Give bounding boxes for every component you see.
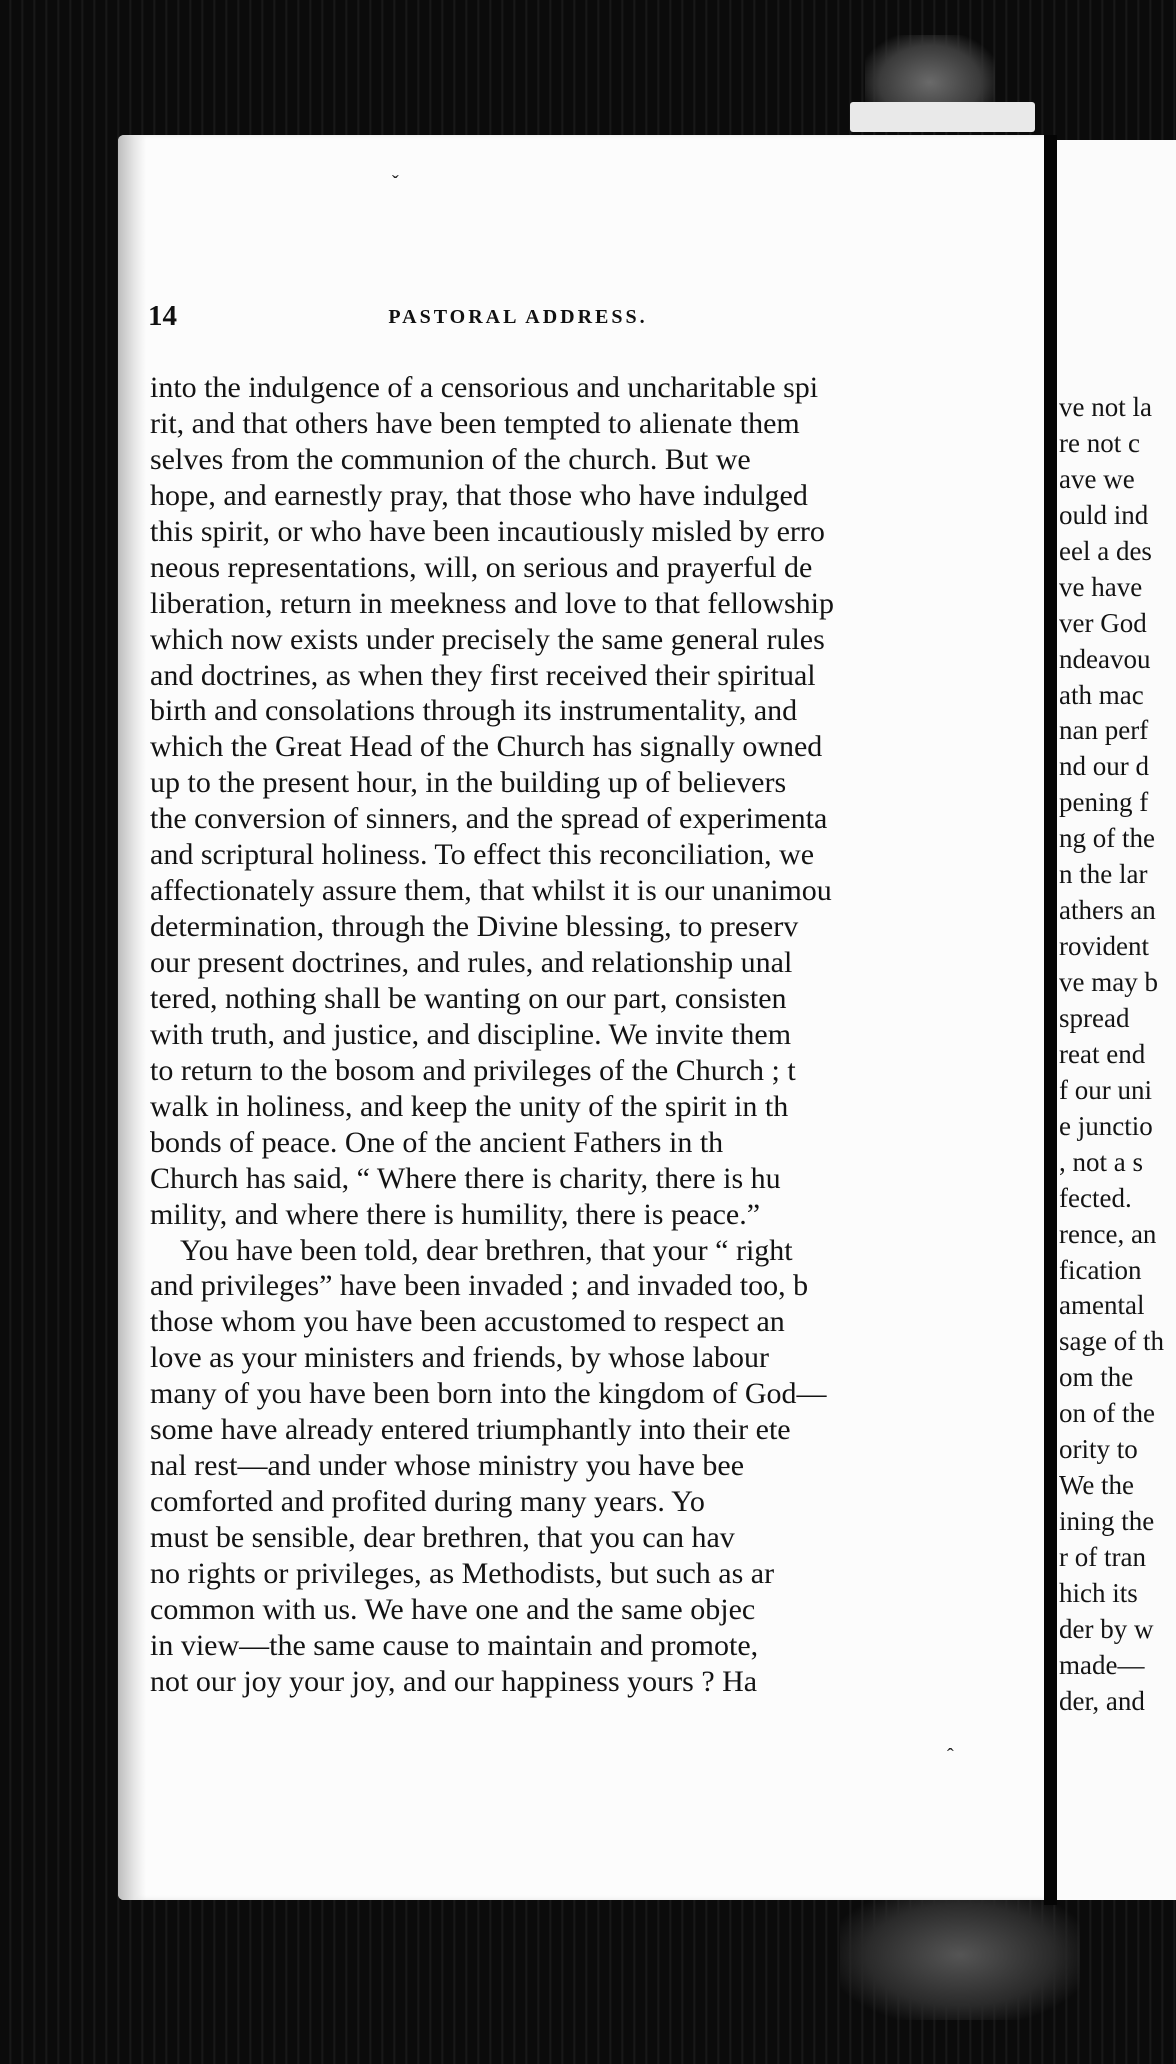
page-edge-shadow <box>118 135 146 1900</box>
text-line: affectionately assure them, that whilst it is our unanimou <box>150 874 832 908</box>
text-line: into the indulgence of a censorious and uncharitable spi <box>150 371 819 404</box>
facing-text-line: eel a des <box>1059 535 1152 566</box>
text-line: which the Great Head of the Church has signally owned <box>150 730 823 764</box>
text-line: birth and consolations through its instrumentality, and <box>150 694 798 728</box>
scan-speck: ˆ <box>947 1745 954 1767</box>
text-line: liberation, return in meekness and love to that fellowship <box>150 586 834 620</box>
text-line: no rights or privileges, as Methodists, but such as ar <box>150 1556 775 1590</box>
facing-text-line: nd our d <box>1059 751 1149 782</box>
body-text <box>150 370 925 1700</box>
facing-text-line: athers an <box>1059 895 1156 926</box>
facing-text-line: ve not la <box>1059 392 1152 422</box>
text-line: comforted and profited during many years. Yo <box>150 1485 705 1519</box>
text-line: selves from the communion of the church. But we <box>150 442 751 476</box>
text-line: and scriptural holiness. To effect this reconciliation, we <box>150 838 815 872</box>
facing-text-line: ve may b <box>1059 967 1158 997</box>
text-line: love as your ministers and friends, by whose labour <box>150 1341 770 1375</box>
facing-text-line: der, and <box>1059 1685 1145 1716</box>
text-line: the conversion of sinners, and the spread of experimenta <box>150 802 828 836</box>
text-line: which now exists under precisely the same general rules <box>150 622 825 656</box>
text-line: must be sensible, dear brethren, that you can hav <box>150 1521 735 1554</box>
text-line: many of you have been born into the kingdom of God— <box>150 1377 827 1411</box>
page-number: 14 <box>148 300 177 332</box>
text-line: hope, and earnestly pray, that those who have indulged <box>150 478 808 512</box>
text-line: and doctrines, as when they first received their spiritual <box>150 658 816 692</box>
text-line: nal rest—and under whose ministry you have bee <box>150 1449 745 1483</box>
facing-text-line: ining the <box>1059 1506 1155 1537</box>
facing-text-line: sage of th <box>1059 1326 1164 1357</box>
facing-text-line: fected. <box>1059 1182 1132 1213</box>
facing-text-line: ver God <box>1059 607 1147 638</box>
facing-page-text <box>1057 390 1176 1720</box>
page-header <box>148 300 888 340</box>
facing-text-line: ath mac <box>1059 679 1144 710</box>
facing-text-line: e junctio <box>1059 1110 1153 1141</box>
text-line: with truth, and justice, and discipline. We invite them <box>150 1017 792 1051</box>
text-line: our present doctrines, and rules, and relationship unal <box>150 946 793 979</box>
facing-text-line: , not a s <box>1059 1146 1143 1177</box>
book-gutter <box>1044 135 1057 1905</box>
text-line: rit, and that others have been tempted to alienate them <box>150 406 800 440</box>
text-line: mility, and where there is humility, there is peace.” <box>150 1197 761 1231</box>
text-line: not our joy your joy, and our happiness yours ? Ha <box>150 1664 758 1698</box>
text-line: some have already entered triumphantly into their ete <box>150 1413 791 1447</box>
facing-text-line: ve have <box>1059 571 1143 602</box>
facing-text-line: We the <box>1059 1470 1135 1501</box>
facing-text-line: reat end <box>1059 1038 1146 1069</box>
text-line: Church has said, “ Where there is charity, there is hu <box>150 1161 781 1195</box>
facing-text-line: pening f <box>1059 787 1149 818</box>
text-line: You have been told, dear brethren, that your “ right <box>180 1233 793 1267</box>
text-line: those whom you have been accustomed to respect an <box>150 1305 785 1339</box>
facing-text-line: ority to <box>1059 1434 1138 1465</box>
running-head: PASTORAL ADDRESS. <box>388 306 648 328</box>
text-line: in view—the same cause to maintain and promote, <box>150 1628 759 1662</box>
text-line: to return to the bosom and privileges of the Church ; t <box>150 1053 796 1087</box>
facing-text-line: spread <box>1059 1002 1130 1033</box>
facing-text-line: rence, an <box>1059 1218 1157 1249</box>
facing-text-line: ndeavou <box>1059 643 1151 674</box>
text-line: this spirit, or who have been incautiously misled by erro <box>150 514 825 548</box>
facing-text-line: ave we <box>1059 463 1135 494</box>
facing-text-line: amental <box>1059 1290 1145 1321</box>
facing-text-line: re not c <box>1059 427 1140 458</box>
facing-text-line: f our uni <box>1059 1074 1152 1105</box>
text-line: common with us. We have one and the same objec <box>150 1592 756 1626</box>
facing-text-line: om the <box>1059 1362 1134 1393</box>
text-line: bonds of peace. One of the ancient Fathers in th <box>150 1125 724 1159</box>
text-line: up to the present hour, in the building up of believers <box>150 766 787 800</box>
scan-smudge-bottom <box>840 1890 1080 2020</box>
text-line: neous representations, will, on serious and prayerful de <box>150 550 813 584</box>
facing-text-line: n the lar <box>1059 859 1148 890</box>
text-line: tered, nothing shall be wanting on our part, consisten <box>150 981 787 1015</box>
facing-text-line: on of the <box>1059 1398 1155 1429</box>
facing-page <box>1057 140 1176 1900</box>
text-line: walk in holiness, and keep the unity of the spirit in th <box>150 1089 789 1123</box>
facing-text-line: ng of the <box>1059 823 1155 854</box>
page-tab-top <box>850 102 1035 132</box>
facing-text-line: made— <box>1059 1649 1145 1680</box>
text-line: and privileges” have been invaded ; and invaded too, b <box>150 1269 809 1303</box>
scan-speck: ˇ <box>392 172 399 194</box>
facing-text-line: r of tran <box>1059 1542 1146 1572</box>
facing-text-line: rovident <box>1059 931 1149 962</box>
facing-text-line: der by w <box>1059 1613 1154 1644</box>
text-line: determination, through the Divine blessing, to preserv <box>150 910 799 944</box>
facing-text-line: fication <box>1059 1254 1142 1285</box>
facing-text-line: ould ind <box>1059 499 1149 530</box>
facing-text-line: nan perf <box>1059 715 1149 746</box>
facing-text-line: hich its <box>1059 1577 1138 1608</box>
